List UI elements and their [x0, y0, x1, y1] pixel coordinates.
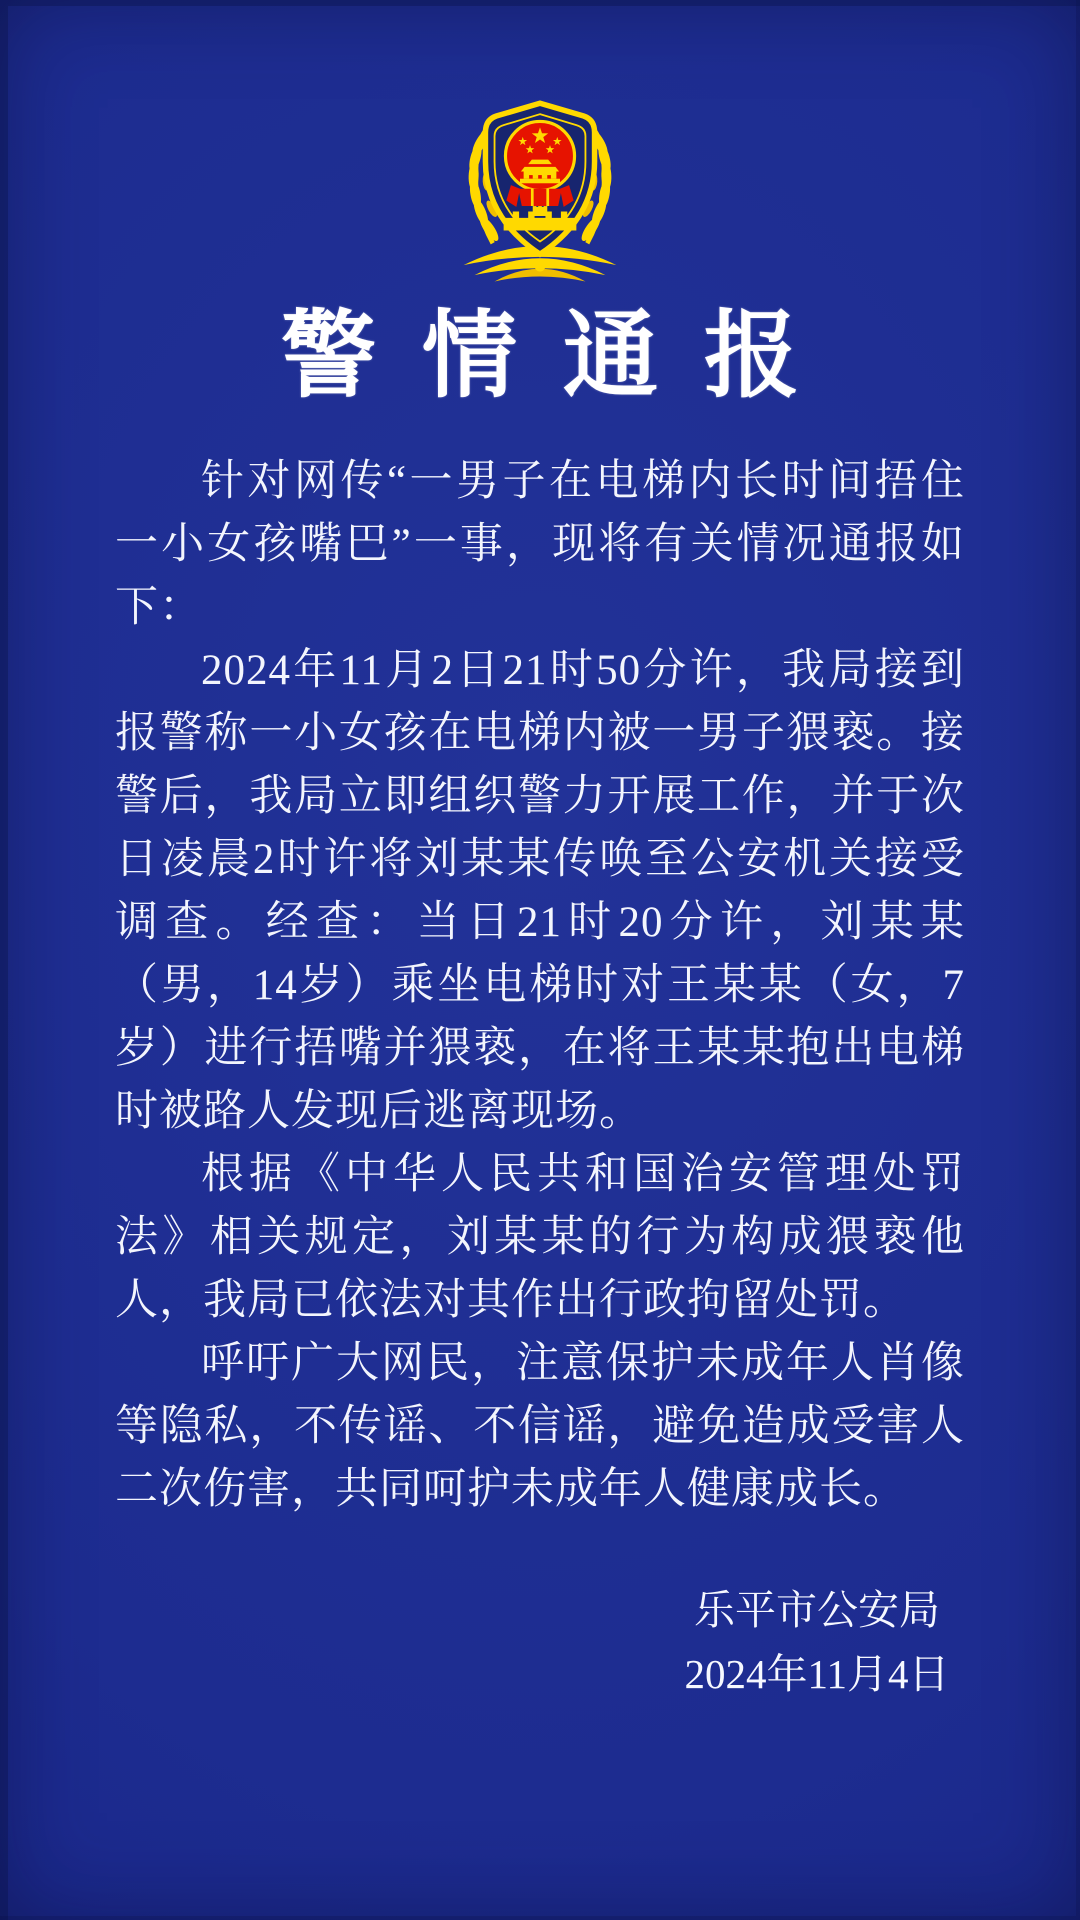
- signature-block: [662, 1578, 972, 1706]
- police-badge-icon: [440, 90, 640, 282]
- notice-paragraph-penalty: 根据《中华人民共和国治安管理处罚法》相关规定，刘某某的行为构成猥亵他人，我局已依法对其作出行政拘留处罚。: [115, 1151, 965, 1324]
- issue-date: 2024年11月4日: [684, 1651, 950, 1697]
- notice-body: [115, 450, 965, 1521]
- notice-paragraph-appeal: 呼吁广大网民，注意保护未成年人肖像等隐私，不传谣、不信谣，避免造成受害人二次伤害，共同呵护未成年人健康成长。: [115, 1340, 965, 1513]
- notice-paragraph-intro: 针对网传“一男子在电梯内长时间捂住一小女孩嘴巴”一事，现将有关情况通报如下：: [115, 458, 965, 631]
- police-emblem: [440, 90, 640, 282]
- notice-title: 警情通报: [280, 303, 845, 409]
- notice-paragraph-facts: 2024年11月2日21时50分许，我局接到报警称一小女孩在电梯内被一男子猥亵。接警后，我局立即组织警力开展工作，并于次日凌晨2时许将刘某某传唤至公安机关接受调查。经查：当日21时20分许，刘某某（男，14岁）乘坐电梯时对王某某（女，7岁）进行捂嘴并猥亵，在将王某某抱出电梯时被路人发现后逃离现场。: [115, 647, 965, 1135]
- issuing-authority: 乐平市公安局: [694, 1587, 940, 1633]
